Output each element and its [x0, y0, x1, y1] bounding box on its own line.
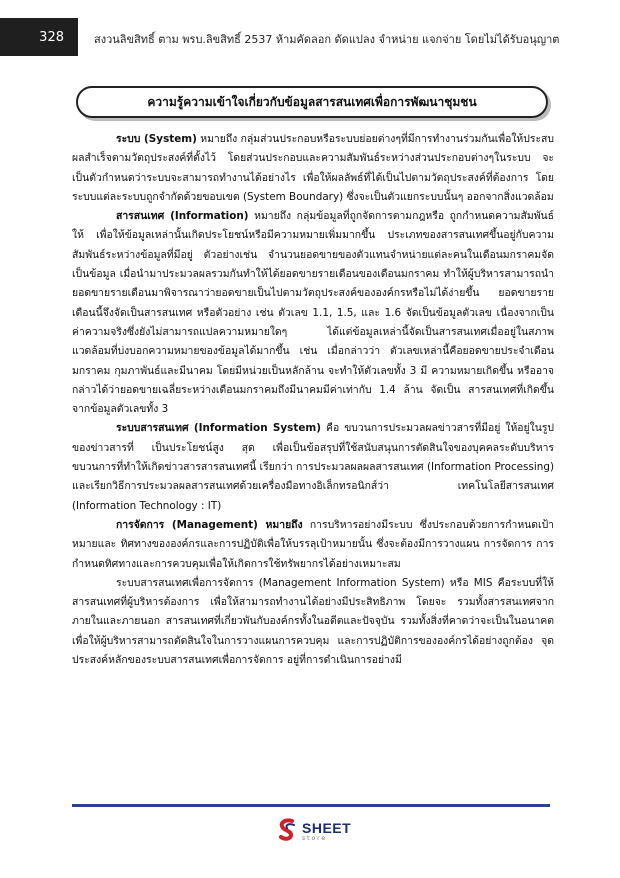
page-header — [0, 0, 620, 80]
paragraph-mis — [72, 574, 554, 670]
page-number: 328 — [39, 29, 64, 45]
term-management: การจัดการ (Management) หมายถึง — [116, 518, 303, 531]
paragraph-text: ระบบสารสนเทศเพื่อการจัดการ (Management Information System) หรือ MIS คือระบบที่ให้สารสนเทศที่ผู้บริหารต้องการ เพื่อให้สามารถทำงานได้อย่างมีประสิทธิภาพ โดยจะ รวมทั้งสารสนเทศจากภายในและภายนอก สารสนเทศที่เกี่ยวพันกับองค์กรทั้งในอดีตและปัจจุบัน รวมทั้งสิ่งที่คาดว่าจะเป็นในอนาคต เพื่อให้ผู้บริหารสามารถตัดสินใจในการวางแผนการควบคุม และการปฏิบัติการขององค์กรได้อย่างถูกต้อง จุดประสงค์หลักของระบบสารสนเทศเพื่อการจัดการ อยู่ที่การดำเนินการอย่างมี — [72, 576, 554, 667]
paragraph-text: หมายถึง กลุ่มข้อมูลที่ถูกจัดการตามกฎหรือ ถูกกำหนดความสัมพันธ์ให้ เพื่อให้ข้อมูลเหล่านั้นเกิดประโยชน์หรือมีความหมายเพิ่มมากขึ้น ประเภทของสารสนเทศขึ้นอยู่กับความสัมพันธ์ระหว่างข้อมูลที่มีอยู่ ตัวอย่างเช่น จำนวนยอดขายของตัวแทนจำหน่ายแต่ละคนในเดือนมกราคมจัดเป็นข้อมูล เมื่อนำมาประมวลผลรวมกันทำให้ได้ยอดขายรายเดือนของเดือนมกราคม ทำให้ผู้บริหารสามารถนำยอดขายรายเดือนมาพิจารณาว่ายอดขายเป็นไปตามวัตถุประสงค์ขององค์กรหรือไม่ได้ง่ายขึ้น ยอดขายรายเดือนนี้จึงจัดเป็นสารสนเทศ หรือตัวอย่าง เช่น ตัวเลข 1.1, 1.5, และ 1.6 จัดเป็นข้อมูลตัวเลข เนื่องจากเป็นค่าความจริงซึ่งยังไม่สามารถแปลความหมายใดๆ ได้แต่ข้อมูลเหล่านี้จัดเป็นสารสนเทศเมื่ออยู่ในสภาพแวดล้อมที่บ่งบอกความหมายของข้อมูลได้มากขึ้น เช่น เมื่อกล่าวว่า ตัวเลขเหล่านี้คือยอดขายประจำเดือนมกราคม กุมภาพันธ์และมีนาคม โดยมีหน่วยเป็นหลักล้าน จะทำให้ตัวเลขทั้ง 3 มี ความหมายเกิดขึ้น หรืออาจกล่าวได้ว่ายอดขายเฉลี่ยระหว่างเดือนมกราคมถึงมีนาคมมีค่าเท่ากับ 1.4 ล้าน จัดเป็น สารสนเทศที่เกิดขึ้นจากข้อมูลตัวเลขทั้ง 3 — [72, 210, 554, 416]
sheet-store-logo — [276, 816, 351, 846]
paragraph-information-system — [72, 419, 554, 515]
term-information-system: ระบบสารสนเทศ (Information System) — [116, 422, 321, 435]
footer-divider — [72, 804, 550, 807]
paragraph-management — [72, 516, 554, 574]
section-title-box — [76, 86, 548, 118]
body-content — [72, 130, 554, 670]
term-information: สารสนเทศ (Information) — [116, 210, 249, 223]
logo-word: SHEET — [302, 819, 352, 836]
paragraph-text: คือ ขบวนการประมวลผลข่าวสารที่มีอยู่ ให้อยู่ในรูปของข่าวสารที่ เป็นประโยชน์สูง สุด เพื่อเป็นข้อสรุปที่ใช้สนับสนุนการตัดสินใจของบุคคลระดับบริหาร ขบวนการที่ทำให้เกิดข่าวสารสารสนเทศนี้ เรียกว่า การประมวลผลผลสารสนเทศ (Information Processing) และเรียกวิธีการประมวลผลสารสนเทศด้วยเครื่องมือทางอิเล็กทรอนิกส์ว่า เทคโนโลยีสารสนเทศ (Information Technology : IT) — [72, 422, 554, 512]
page-number-box — [0, 18, 78, 56]
paragraph-text: การบริหารอย่างมีระบบ ซึ่งประกอบด้วยการกำหนดเป้าหมายและ ทิศทางขององค์กรและการปฏิบัติเพื่อให้บรรลุเป้าหมายนั้น ซึ่งจะต้องมีการวางแผน การจัดการ การกำหนดทิศทางและการควบคุมเพื่อให้เกิดการใช้ทรัพยากรได้อย่างเหมาะสม — [72, 518, 554, 570]
paragraph-system — [72, 130, 554, 207]
copyright-notice: สงวนลิขสิทธิ์ ตาม พรบ.ลิขสิทธิ์ 2537 ห้ามคัดลอก ดัดแปลง จำหน่าย แจกจ่าย โดยไม่ได้รับอนุญาต — [94, 33, 560, 46]
sheet-logo-icon — [276, 818, 298, 844]
paragraph-information — [72, 207, 554, 419]
term-system: ระบบ (System) — [116, 133, 197, 145]
paragraph-text: หมายถึง กลุ่มส่วนประกอบหรือระบบย่อยต่างๆที่มีการทำงานร่วมกันเพื่อให้ประสบผลสำเร็จตามวัตถุประสงค์ที่ตั้งไว้ โดยส่วนประกอบและความสัมพันธ์ระหว่างส่วนประกอบต่างๆในระบบ จะเป็นตัวกำหนดว่าระบบจะสามารถทำงานได้อย่างไร เพื่อให้ผลลัพธ์ที่ได้เป็นไปตามวัตถุประสงค์ที่ต้องการ โดยระบบแต่ละระบบถูกจำกัดด้วยขอบเขต (System Boundary) ซึ่งจะเป็นตัวแยกระบบนั้นๆ ออกจากสิ่งแวดล้อม — [72, 133, 554, 203]
section-title: ความรู้ความเข้าใจเกี่ยวกับข้อมูลสารสนเทศเพื่อการพัฒนาชุมชน — [147, 94, 477, 109]
logo-subtext: store — [302, 834, 328, 842]
